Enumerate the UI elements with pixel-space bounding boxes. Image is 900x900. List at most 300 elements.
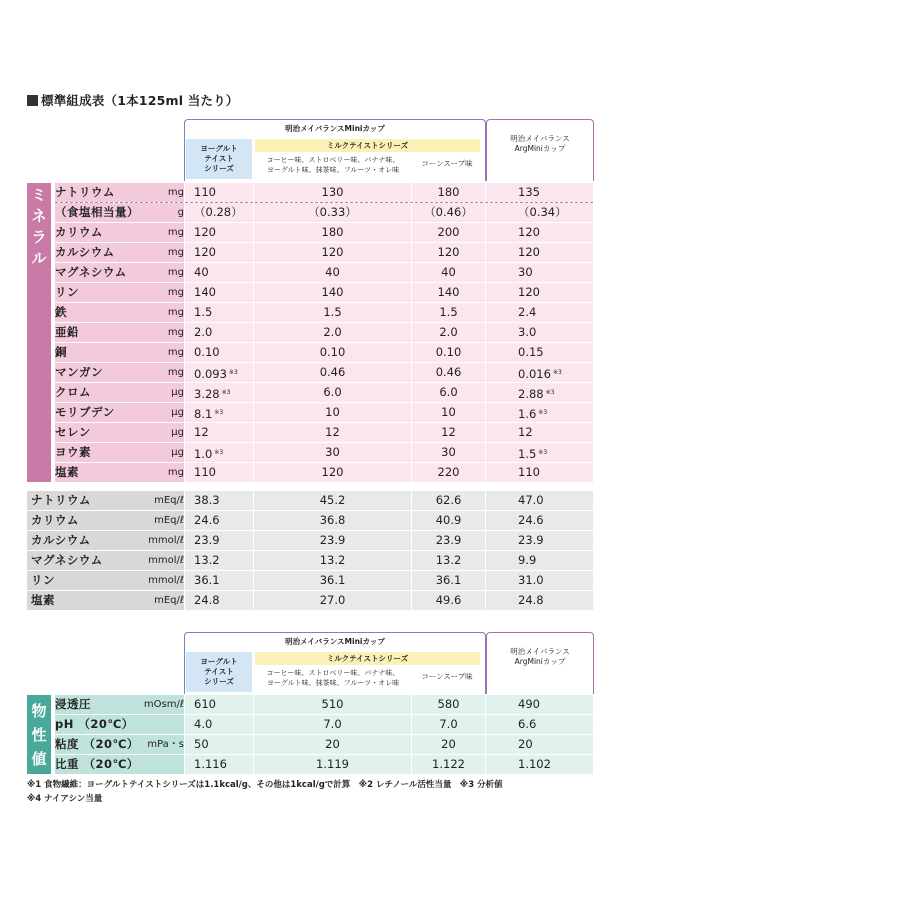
arg-header-line: ArgMiniカップ (514, 657, 566, 666)
cell-value: 2.0 (194, 325, 213, 339)
cell-value: 6.0 (323, 385, 342, 399)
cell-v2 (254, 511, 411, 530)
cell-value: 180 (321, 225, 344, 239)
cell-value: 20 (325, 737, 340, 751)
cell-value: 510 (321, 697, 344, 711)
cell-value: 36.1 (194, 573, 220, 587)
cell-value: 62.6 (435, 493, 462, 507)
table-row (27, 463, 593, 482)
cell-v1 (185, 323, 253, 342)
cell-v2 (254, 363, 411, 382)
cell-value: 13.2 (319, 553, 346, 567)
mineral-label-char: ミ (31, 186, 47, 204)
cell-value: 0.10 (319, 345, 346, 359)
square-bullet-icon (27, 95, 38, 106)
cell-v1 (185, 715, 253, 734)
cell-value: 1.6 (518, 407, 537, 421)
row-unit: μg (142, 383, 184, 402)
cell-v1 (185, 343, 253, 362)
table-row (27, 531, 593, 550)
cell-value: 47.0 (518, 493, 544, 507)
arg-header-line: ArgMiniカップ (514, 144, 566, 153)
cell-v1 (185, 183, 253, 202)
cell-v2 (254, 755, 411, 774)
table-row (27, 183, 593, 202)
row-unit: mPa・s (142, 735, 184, 754)
row-name: ヨウ素 (55, 443, 150, 462)
physical-label-char: 物 (31, 702, 47, 720)
row-unit: mg (142, 183, 184, 202)
cell-v1 (185, 511, 253, 530)
cell-value: 40.9 (435, 513, 462, 527)
cell-value: 120 (518, 285, 540, 299)
cell-value: 135 (518, 185, 540, 199)
cell-value: 1.5 (323, 305, 342, 319)
cell-value: （0.46） (424, 205, 473, 219)
milk-series-header: ミルクテイストシリーズ (255, 139, 480, 152)
table-row (27, 263, 593, 282)
cell-v4 (486, 511, 593, 530)
table-row (27, 223, 593, 242)
cell-v1 (185, 591, 253, 610)
table-row (27, 735, 593, 754)
cell-v1 (185, 735, 253, 754)
milk-flavor-line: ヨーグルト味、抹茶味、フルーツ・オレ味 (266, 679, 400, 687)
table-row (27, 591, 593, 610)
cell-value: 200 (437, 225, 460, 239)
cell-v4 (486, 363, 593, 382)
mineral-label-char: ネ (31, 207, 47, 225)
row-unit: mOsm/ℓ (142, 695, 184, 714)
yogurt-header-line: テイスト (204, 154, 234, 163)
cell-value: 1.0 (194, 447, 213, 461)
table-row (27, 715, 593, 734)
cell-v3 (412, 383, 485, 402)
row-name: マグネシウム (55, 263, 150, 282)
cell-v4 (486, 755, 593, 774)
cell-value: 23.9 (518, 533, 544, 547)
table-title: 標準組成表（1本125ml 当たり） (27, 91, 239, 109)
cell-value: 36.1 (319, 573, 346, 587)
cell-v3 (412, 203, 485, 222)
table-row (27, 403, 593, 422)
cell-v3 (412, 443, 485, 462)
corn-soup-header: コーンスープ味 (412, 672, 482, 688)
table-row (27, 551, 593, 570)
cell-v2 (254, 463, 411, 482)
cell-v4 (486, 715, 593, 734)
cell-v4 (486, 223, 593, 242)
cell-v1 (185, 443, 253, 462)
cell-value: 1.5 (518, 447, 537, 461)
cell-value: 6.0 (439, 385, 458, 399)
cell-value: 40 (325, 265, 340, 279)
footnote-mark: ※3 (214, 449, 224, 456)
cell-v2 (254, 203, 411, 222)
cell-value: 30 (441, 445, 456, 459)
cell-value: 24.6 (194, 513, 220, 527)
table-row (27, 303, 593, 322)
cell-value: 12 (518, 425, 533, 439)
cell-v4 (486, 423, 593, 442)
cell-value: 110 (194, 185, 216, 199)
cell-v3 (412, 735, 485, 754)
electrolytes-section (27, 491, 593, 611)
cell-v1 (185, 423, 253, 442)
row-name: ナトリウム (55, 183, 150, 202)
cell-value: 31.0 (518, 573, 544, 587)
table-row (27, 695, 593, 714)
row-name: 鉄 (55, 303, 150, 322)
mineral-label-char: ル (31, 249, 47, 267)
row-unit: μg (142, 403, 184, 422)
cell-value: 4.0 (194, 717, 213, 731)
row-unit: mmol/ℓ (142, 531, 184, 550)
footnote-line-1: ※1 食物繊維：ヨーグルトテイストシリーズは1.1kcal/g、その他は1kcal/gで計算 ※2 レチノール活性当量 ※3 分析値 (27, 780, 503, 790)
footnote-mark: ※3 (545, 389, 555, 396)
cell-value: 490 (518, 697, 540, 711)
cell-value: 20 (518, 737, 533, 751)
cell-value: 1.102 (518, 757, 551, 771)
cell-v4 (486, 551, 593, 570)
row-unit: mmol/ℓ (142, 571, 184, 590)
physical-label-char: 値 (31, 750, 47, 768)
yogurt-header-line: ヨーグルト (200, 144, 238, 153)
cell-v4 (486, 735, 593, 754)
cell-v4 (486, 571, 593, 590)
milk-flavor-line: コーヒー味、ストロベリー味、バナナ味、 (266, 156, 400, 164)
footnote-mark: ※3 (538, 449, 548, 456)
row-name: 塩素 (55, 463, 150, 482)
cell-value: 12 (441, 425, 456, 439)
cell-v3 (412, 423, 485, 442)
cell-v4 (486, 463, 593, 482)
cell-value: 2.88 (518, 387, 544, 401)
footnote-mark: ※3 (538, 409, 548, 416)
cell-v3 (412, 531, 485, 550)
arg-mini-cup-header (486, 632, 594, 694)
row-name: カルシウム (55, 243, 150, 262)
cell-value: 1.119 (316, 757, 349, 771)
row-unit: μg (142, 443, 184, 462)
cell-value: 7.0 (323, 717, 342, 731)
cell-value: 40 (441, 265, 456, 279)
footnote-mark: ※3 (552, 369, 562, 376)
row-name: リン (27, 571, 150, 590)
footnote-mark: ※3 (221, 389, 231, 396)
cell-v3 (412, 755, 485, 774)
row-unit: mEq/ℓ (142, 591, 184, 610)
cell-value: 9.9 (518, 553, 537, 567)
milk-series-header: ミルクテイストシリーズ (255, 652, 480, 665)
row-unit: mg (142, 343, 184, 362)
row-name: 比重 （20℃） (55, 755, 150, 774)
cell-value: 0.016 (518, 367, 551, 381)
cell-v3 (412, 183, 485, 202)
cell-v1 (185, 463, 253, 482)
cell-value: 3.28 (194, 387, 220, 401)
cell-value: 36.8 (319, 513, 346, 527)
row-name: ナトリウム (27, 491, 150, 510)
cell-v2 (254, 183, 411, 202)
cell-v3 (412, 263, 485, 282)
mineral-side-label (27, 183, 51, 482)
cell-value: 2.0 (439, 325, 458, 339)
cell-value: 220 (437, 465, 460, 479)
table-row (27, 491, 593, 510)
yogurt-series-header (186, 139, 252, 179)
cell-v4 (486, 263, 593, 282)
row-unit: mEq/ℓ (142, 491, 184, 510)
row-name: 粘度 （20℃） (55, 735, 150, 754)
cell-value: 30 (325, 445, 340, 459)
cell-value: 23.9 (319, 533, 346, 547)
footnotes (27, 778, 503, 806)
cell-value: 7.0 (439, 717, 458, 731)
cell-v1 (185, 695, 253, 714)
cell-value: 120 (518, 245, 540, 259)
row-unit: μg (142, 423, 184, 442)
row-name: pH （20℃） (55, 715, 150, 734)
row-unit: mg (142, 223, 184, 242)
cell-value: （0.34） (518, 205, 567, 219)
table-row (27, 383, 593, 402)
milk-series-flavors (258, 155, 408, 179)
cell-v1 (185, 531, 253, 550)
cell-v2 (254, 715, 411, 734)
cell-v3 (412, 303, 485, 322)
cell-value: 13.2 (194, 553, 220, 567)
cell-v3 (412, 715, 485, 734)
salt-divider (55, 202, 593, 203)
cell-v3 (412, 223, 485, 242)
cell-v3 (412, 695, 485, 714)
row-name: 浸透圧 (55, 695, 150, 714)
table-row (27, 203, 593, 222)
cell-v3 (412, 403, 485, 422)
cell-v4 (486, 403, 593, 422)
cell-value: 2.4 (518, 305, 537, 319)
cell-value: 1.5 (439, 305, 458, 319)
row-name: 塩素 (27, 591, 150, 610)
row-name: マンガン (55, 363, 150, 382)
row-unit: mEq/ℓ (142, 511, 184, 530)
cell-value: 110 (518, 465, 540, 479)
physical-label-char: 性 (31, 726, 47, 744)
cell-v2 (254, 323, 411, 342)
cell-v4 (486, 183, 593, 202)
row-name: カルシウム (27, 531, 150, 550)
cell-value: 120 (518, 225, 540, 239)
yogurt-header-line: シリーズ (204, 164, 234, 173)
table-row (27, 363, 593, 382)
physical-side-label (27, 695, 51, 774)
cell-value: 24.8 (518, 593, 544, 607)
cell-v2 (254, 491, 411, 510)
cell-value: 120 (194, 225, 216, 239)
cell-value: （0.33） (308, 205, 357, 219)
arg-header-line: 明治メイバランス (510, 647, 570, 656)
physical-section (27, 695, 593, 775)
cell-value: （0.28） (194, 205, 243, 219)
cell-v2 (254, 343, 411, 362)
cell-v4 (486, 303, 593, 322)
cell-value: 580 (437, 697, 460, 711)
cell-v1 (185, 491, 253, 510)
cell-v4 (486, 283, 593, 302)
yogurt-series-header (186, 652, 252, 692)
cell-v2 (254, 223, 411, 242)
cell-v3 (412, 551, 485, 570)
minerals-section (27, 183, 593, 483)
table-row (27, 755, 593, 774)
cell-value: 610 (194, 697, 216, 711)
cell-value: 12 (194, 425, 209, 439)
cell-value: 3.0 (518, 325, 537, 339)
table-row (27, 343, 593, 362)
cell-v2 (254, 531, 411, 550)
milk-series-flavors (258, 668, 408, 692)
cell-v3 (412, 283, 485, 302)
cell-v2 (254, 591, 411, 610)
cell-v1 (185, 755, 253, 774)
row-unit: mg (142, 263, 184, 282)
row-unit (142, 715, 184, 734)
cell-v1 (185, 243, 253, 262)
cell-value: 120 (437, 245, 460, 259)
row-name: 銅 (55, 343, 150, 362)
row-unit: mg (142, 303, 184, 322)
cell-value: 0.093 (194, 367, 227, 381)
cell-v2 (254, 243, 411, 262)
cell-v4 (486, 695, 593, 714)
cell-v1 (185, 303, 253, 322)
cell-v2 (254, 551, 411, 570)
row-name: 亜鉛 (55, 323, 150, 342)
footnote-mark: ※3 (214, 409, 224, 416)
cell-v3 (412, 463, 485, 482)
row-name: マグネシウム (27, 551, 150, 570)
cell-v4 (486, 343, 593, 362)
cell-value: 23.9 (435, 533, 462, 547)
cell-v3 (412, 343, 485, 362)
cell-value: 49.6 (435, 593, 462, 607)
row-unit: mg (142, 283, 184, 302)
cell-v2 (254, 303, 411, 322)
milk-flavor-line: ヨーグルト味、抹茶味、フルーツ・オレ味 (266, 166, 400, 174)
cell-v2 (254, 571, 411, 590)
cell-value: 130 (321, 185, 344, 199)
arg-header-line: 明治メイバランス (510, 134, 570, 143)
table-row (27, 571, 593, 590)
cell-v3 (412, 511, 485, 530)
cell-v1 (185, 571, 253, 590)
mineral-label-char: ラ (31, 228, 47, 246)
row-unit (142, 755, 184, 774)
table-row (27, 511, 593, 530)
cell-v2 (254, 423, 411, 442)
arg-mini-cup-header (486, 119, 594, 181)
cell-v3 (412, 571, 485, 590)
cell-v3 (412, 491, 485, 510)
cell-v4 (486, 243, 593, 262)
footnote-line-2: ※4 ナイアシン当量 (27, 794, 103, 804)
row-name: モリブデン (55, 403, 150, 422)
cell-v4 (486, 591, 593, 610)
cell-value: 0.10 (194, 345, 220, 359)
cell-value: 140 (194, 285, 216, 299)
cell-v3 (412, 363, 485, 382)
cell-value: 12 (325, 425, 340, 439)
row-name: セレン (55, 423, 150, 442)
cell-value: 23.9 (194, 533, 220, 547)
table-row (27, 443, 593, 462)
corn-soup-header: コーンスープ味 (412, 159, 482, 175)
cell-value: 13.2 (435, 553, 462, 567)
cell-v1 (185, 263, 253, 282)
cell-value: 8.1 (194, 407, 213, 421)
cell-v1 (185, 223, 253, 242)
row-unit: mg (142, 323, 184, 342)
row-name: リン (55, 283, 150, 302)
cell-value: 50 (194, 737, 209, 751)
cell-v3 (412, 591, 485, 610)
cell-value: 140 (437, 285, 460, 299)
row-unit: mmol/ℓ (142, 551, 184, 570)
cell-value: 0.46 (319, 365, 346, 379)
cell-value: 40 (194, 265, 209, 279)
cell-v1 (185, 551, 253, 570)
mini-cup-label: 明治メイバランスMiniカップ (285, 637, 385, 646)
cell-value: 120 (321, 465, 344, 479)
cell-value: 20 (441, 737, 456, 751)
table-row (27, 243, 593, 262)
cell-v2 (254, 283, 411, 302)
cell-value: 27.0 (319, 593, 346, 607)
cell-v3 (412, 323, 485, 342)
cell-value: 1.116 (194, 757, 227, 771)
cell-v3 (412, 243, 485, 262)
cell-value: 10 (325, 405, 340, 419)
cell-v1 (185, 403, 253, 422)
cell-value: 38.3 (194, 493, 220, 507)
table-row (27, 423, 593, 442)
cell-value: 36.1 (435, 573, 462, 587)
cell-v2 (254, 735, 411, 754)
row-name: カリウム (27, 511, 150, 530)
footnote-mark: ※3 (228, 369, 238, 376)
cell-value: 0.46 (435, 365, 462, 379)
cell-v4 (486, 323, 593, 342)
milk-flavor-line: コーヒー味、ストロベリー味、バナナ味、 (266, 669, 400, 677)
cell-value: 2.0 (323, 325, 342, 339)
cell-value: 140 (321, 285, 344, 299)
cell-value: 1.122 (432, 757, 465, 771)
cell-value: 0.10 (435, 345, 462, 359)
cell-value: 10 (441, 405, 456, 419)
cell-value: 110 (194, 465, 216, 479)
cell-v4 (486, 383, 593, 402)
cell-v2 (254, 403, 411, 422)
cell-value: 30 (518, 265, 533, 279)
row-name: カリウム (55, 223, 150, 242)
yogurt-header-line: テイスト (204, 667, 234, 676)
cell-v4 (486, 203, 593, 222)
cell-value: 6.6 (518, 717, 537, 731)
cell-v4 (486, 443, 593, 462)
cell-v1 (185, 363, 253, 382)
cell-value: 180 (437, 185, 460, 199)
